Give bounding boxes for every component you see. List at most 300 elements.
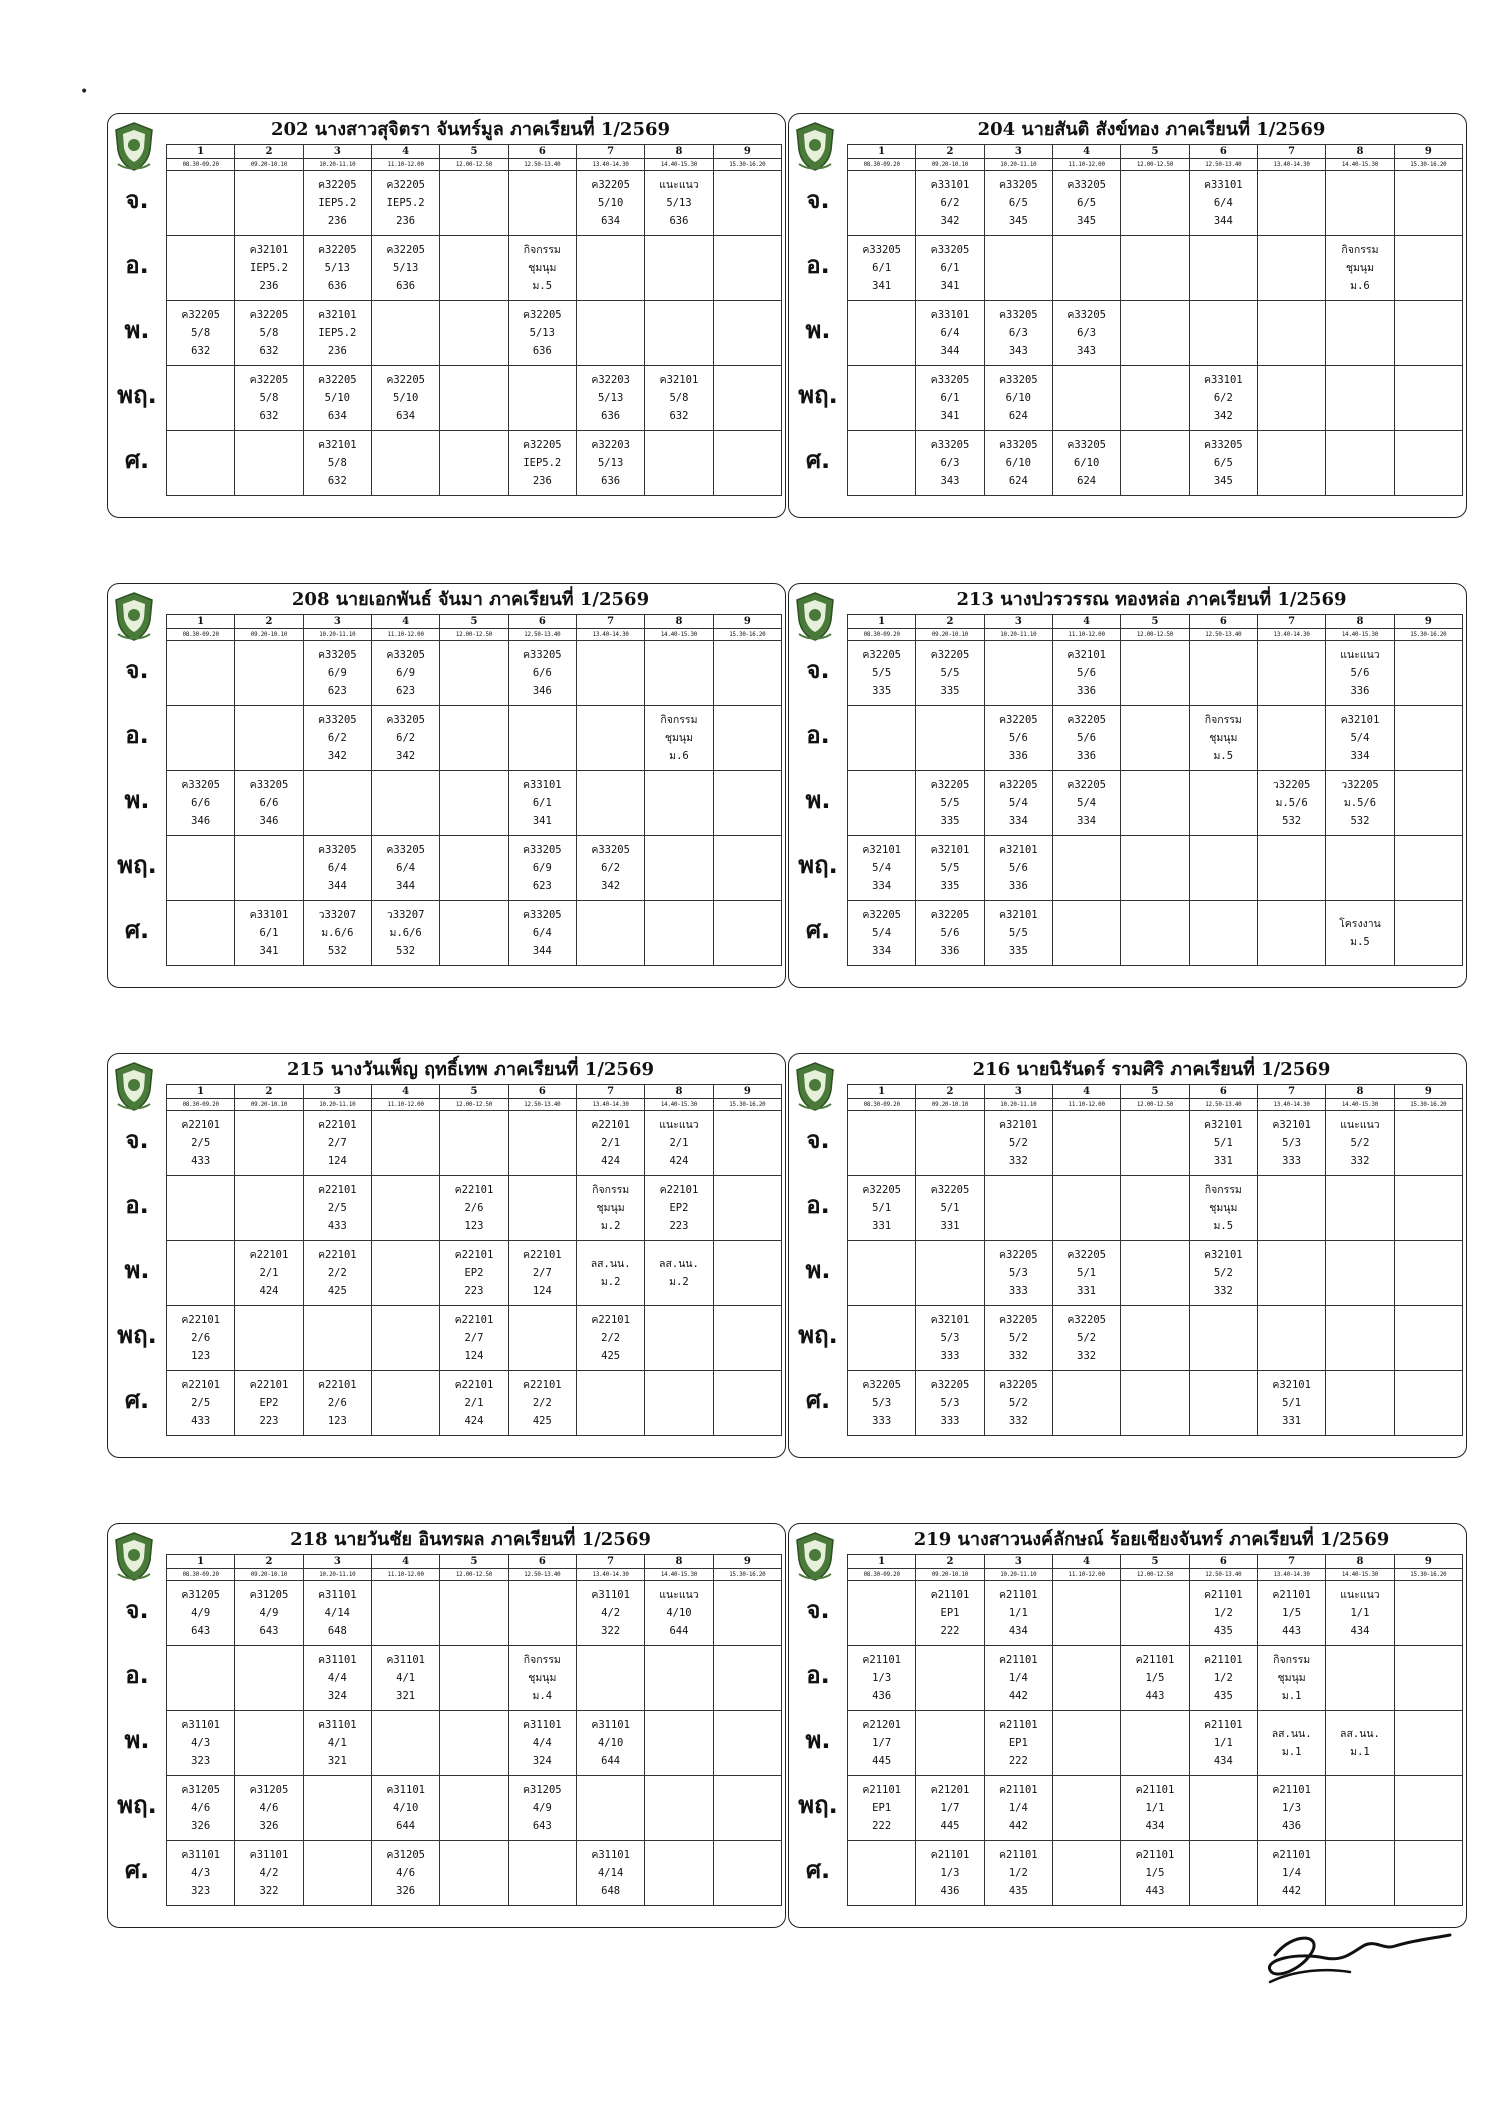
schedule-cell bbox=[371, 1776, 439, 1841]
cell-line: ค33205 bbox=[386, 714, 425, 726]
cell-line: แนะแนว bbox=[1340, 649, 1380, 661]
cell-line: 648 bbox=[327, 1625, 347, 1637]
schedule-cell bbox=[440, 706, 508, 771]
cell-line: IEP5.2 bbox=[318, 197, 357, 209]
period-time-row bbox=[848, 1099, 1463, 1111]
cell-line: ค32205 bbox=[318, 244, 357, 256]
schedule-cell bbox=[371, 431, 439, 496]
cell-line: ค32101 bbox=[318, 439, 357, 451]
schedule-cell bbox=[1394, 301, 1462, 366]
schedule-cell bbox=[645, 1841, 713, 1906]
cell-line: ค33205 bbox=[181, 779, 220, 791]
schedule-cell bbox=[167, 431, 235, 496]
day-row bbox=[848, 901, 1463, 966]
cell-line: 341 bbox=[872, 280, 892, 292]
schedule-cell bbox=[303, 301, 371, 366]
period-number: 6 bbox=[1189, 1085, 1257, 1099]
cell-line: 1/4 bbox=[1282, 1867, 1302, 1879]
schedule-cell bbox=[984, 1306, 1052, 1371]
cell-line: ค32205 bbox=[522, 309, 562, 321]
timetable-grid bbox=[166, 1084, 782, 1436]
schedule-cell bbox=[1257, 1646, 1325, 1711]
cell-line: ค21101 bbox=[1272, 1784, 1311, 1796]
schedule-cell bbox=[1121, 1371, 1189, 1436]
cell-line: ค32101 bbox=[999, 1119, 1038, 1131]
schedule-cell bbox=[1052, 1371, 1120, 1436]
schedule-cell bbox=[371, 301, 439, 366]
teacher-schedule-card bbox=[788, 1053, 1467, 1458]
timetable-grid bbox=[847, 1084, 1463, 1436]
period-time: 09.20-10.10 bbox=[235, 629, 303, 641]
cell-line: 1/5 bbox=[1145, 1672, 1165, 1684]
period-number: 5 bbox=[440, 615, 508, 629]
schedule-cell bbox=[1052, 706, 1120, 771]
period-time: 12.50-13.40 bbox=[508, 1569, 576, 1581]
schedule-cell bbox=[576, 1841, 644, 1906]
school-logo-icon bbox=[793, 120, 837, 172]
cell-line: 5/10 bbox=[597, 197, 624, 209]
day-row bbox=[167, 366, 782, 431]
period-time: 12.50-13.40 bbox=[1189, 159, 1257, 171]
schedule-cell bbox=[1189, 1776, 1257, 1841]
cell-line: ค31101 bbox=[318, 1589, 357, 1601]
schedule-cell bbox=[713, 366, 781, 431]
day-label: ศ. bbox=[805, 1386, 831, 1414]
cell-line: ค33205 bbox=[1067, 309, 1106, 321]
cell-line: 6/10 bbox=[1005, 457, 1031, 469]
schedule-cell bbox=[1326, 1581, 1394, 1646]
cell-line: ค33101 bbox=[1203, 179, 1243, 191]
cell-line: ค21101 bbox=[1135, 1654, 1175, 1666]
day-row bbox=[848, 236, 1463, 301]
schedule-cell bbox=[303, 1111, 371, 1176]
cell-line: 5/3 bbox=[940, 1397, 960, 1409]
cell-line: 331 bbox=[940, 1220, 960, 1232]
period-time: 08.30-09.20 bbox=[848, 1569, 916, 1581]
cell-line: 6/2 bbox=[940, 197, 960, 209]
period-time: 12.00-12.50 bbox=[1121, 1569, 1189, 1581]
period-time: 12.50-13.40 bbox=[1189, 1569, 1257, 1581]
schedule-cell bbox=[848, 171, 916, 236]
cell-line: ม.5 bbox=[1213, 1220, 1234, 1232]
period-time: 15.30-16.20 bbox=[713, 159, 781, 171]
cell-line: 326 bbox=[259, 1820, 279, 1832]
schedule-cell bbox=[303, 1176, 371, 1241]
schedule-cell bbox=[167, 1711, 235, 1776]
cell-line: ค33205 bbox=[999, 374, 1038, 386]
cell-line: 4/6 bbox=[396, 1867, 416, 1879]
schedule-cell bbox=[1257, 1841, 1325, 1906]
period-time: 12.00-12.50 bbox=[1121, 629, 1189, 641]
day-label: จ. bbox=[806, 186, 830, 214]
schedule-cell bbox=[1326, 366, 1394, 431]
cell-line: ค32205 bbox=[930, 1184, 970, 1196]
cell-line: 636 bbox=[327, 280, 347, 292]
cell-line: 6/4 bbox=[1213, 197, 1233, 209]
schedule-cell bbox=[1189, 1371, 1257, 1436]
period-time: 09.20-10.10 bbox=[916, 159, 984, 171]
cell-line: 532 bbox=[1282, 815, 1302, 827]
cell-line: 334 bbox=[872, 880, 892, 892]
cell-line: ม.5 bbox=[1213, 750, 1234, 762]
period-time: 13.40-14.30 bbox=[1257, 629, 1325, 641]
period-time: 11.10-12.00 bbox=[371, 1099, 439, 1111]
schedule-cell bbox=[167, 1176, 235, 1241]
cell-line: 334 bbox=[1350, 750, 1370, 762]
cell-line: 5/13 bbox=[666, 197, 692, 209]
schedule-cell bbox=[1394, 706, 1462, 771]
period-time: 14.40-15.30 bbox=[645, 159, 713, 171]
period-number-row bbox=[167, 1555, 782, 1569]
schedule-cell bbox=[713, 641, 781, 706]
cell-line: 2/1 bbox=[669, 1137, 689, 1149]
cell-line: 5/1 bbox=[872, 1202, 892, 1214]
cell-line: 222 bbox=[872, 1820, 892, 1832]
day-labels bbox=[108, 1108, 166, 1433]
school-logo-icon bbox=[112, 1530, 156, 1582]
schedule-cell bbox=[1394, 1776, 1462, 1841]
cell-line: 436 bbox=[940, 1885, 960, 1897]
cell-line: 644 bbox=[601, 1755, 621, 1767]
schedule-cell bbox=[984, 1581, 1052, 1646]
cell-line: 2/5 bbox=[191, 1137, 211, 1149]
period-time: 11.10-12.00 bbox=[371, 1569, 439, 1581]
period-time: 12.50-13.40 bbox=[508, 159, 576, 171]
cell-line: 236 bbox=[327, 345, 347, 357]
cell-line: 346 bbox=[191, 815, 211, 827]
period-time: 11.10-12.00 bbox=[1052, 159, 1120, 171]
cell-line: 623 bbox=[532, 880, 552, 892]
teacher-schedule-card bbox=[788, 1523, 1467, 1928]
cell-line: ค21101 bbox=[1135, 1849, 1175, 1861]
period-time: 14.40-15.30 bbox=[645, 629, 713, 641]
cell-line: 336 bbox=[1077, 750, 1097, 762]
day-labels bbox=[108, 638, 166, 963]
day-row bbox=[848, 706, 1463, 771]
schedule-cell bbox=[1326, 301, 1394, 366]
cell-line: 4/2 bbox=[259, 1867, 279, 1879]
cell-line: ค21101 bbox=[1272, 1849, 1311, 1861]
cell-line: 442 bbox=[1282, 1885, 1302, 1897]
schedule-cell bbox=[235, 301, 303, 366]
schedule-cell bbox=[1052, 1176, 1120, 1241]
cell-line: 322 bbox=[259, 1885, 279, 1897]
schedule-cell bbox=[1394, 1241, 1462, 1306]
day-row bbox=[167, 1371, 782, 1436]
cell-line: ม.5/6 bbox=[1343, 797, 1377, 809]
schedule-cell bbox=[508, 431, 576, 496]
schedule-cell bbox=[713, 1646, 781, 1711]
cell-line: ค33205 bbox=[522, 649, 562, 661]
cell-line: 5/5 bbox=[940, 797, 960, 809]
cell-line: 342 bbox=[601, 880, 621, 892]
period-time: 14.40-15.30 bbox=[645, 1569, 713, 1581]
cell-line: ค32101 bbox=[1272, 1379, 1311, 1391]
schedule-cell bbox=[916, 1306, 984, 1371]
schedule-cell bbox=[167, 901, 235, 966]
cell-line: 648 bbox=[601, 1885, 621, 1897]
school-logo-icon bbox=[112, 1060, 156, 1112]
cell-line: 1/7 bbox=[940, 1802, 960, 1814]
schedule-cell bbox=[645, 301, 713, 366]
period-number: 8 bbox=[645, 615, 713, 629]
day-label: ศ. bbox=[124, 1386, 150, 1414]
cell-line: 2/2 bbox=[532, 1397, 552, 1409]
cell-line: 6/10 bbox=[1005, 392, 1031, 404]
cell-line: ค22101 bbox=[591, 1314, 630, 1326]
cell-line: 445 bbox=[872, 1755, 892, 1767]
cell-line: ค33205 bbox=[930, 374, 970, 386]
day-row bbox=[848, 1776, 1463, 1841]
cell-line: ค22101 bbox=[318, 1249, 357, 1261]
period-number: 3 bbox=[303, 615, 371, 629]
day-row bbox=[848, 771, 1463, 836]
cell-line: EP2 bbox=[259, 1397, 279, 1409]
period-number: 5 bbox=[1121, 615, 1189, 629]
cell-line: 346 bbox=[532, 685, 552, 697]
cell-line: 2/1 bbox=[464, 1397, 484, 1409]
day-label: จ. bbox=[125, 186, 149, 214]
period-time: 10.20-11.10 bbox=[984, 1099, 1052, 1111]
schedule-cell bbox=[1121, 771, 1189, 836]
cell-line: 433 bbox=[191, 1415, 211, 1427]
schedule-cell bbox=[1121, 641, 1189, 706]
cell-line: ค32205 bbox=[386, 374, 425, 386]
period-time: 11.10-12.00 bbox=[1052, 629, 1120, 641]
schedule-cell bbox=[848, 1111, 916, 1176]
period-number: 1 bbox=[848, 145, 916, 159]
cell-line: 643 bbox=[259, 1625, 279, 1637]
schedule-cell bbox=[576, 771, 644, 836]
cell-line: 436 bbox=[1282, 1820, 1302, 1832]
cell-line: 6/3 bbox=[940, 457, 960, 469]
cell-line: ค32203 bbox=[591, 374, 630, 386]
cell-line: ม.2 bbox=[600, 1220, 621, 1232]
schedule-cell bbox=[235, 901, 303, 966]
cell-line: 6/1 bbox=[532, 797, 552, 809]
cell-line: ชุมนุม bbox=[596, 1202, 625, 1214]
schedule-cell bbox=[848, 1176, 916, 1241]
schedule-cell bbox=[508, 836, 576, 901]
schedule-cell bbox=[713, 1776, 781, 1841]
cell-line: 4/3 bbox=[191, 1737, 211, 1749]
schedule-cell bbox=[1052, 1711, 1120, 1776]
cell-line: 236 bbox=[532, 475, 552, 487]
cell-line: ชุมนุม bbox=[528, 262, 557, 274]
schedule-cell bbox=[167, 1841, 235, 1906]
schedule-cell bbox=[167, 641, 235, 706]
cell-line: 624 bbox=[1008, 475, 1028, 487]
schedule-cell bbox=[508, 301, 576, 366]
cell-line: 445 bbox=[940, 1820, 960, 1832]
cell-line: ลส.นน. bbox=[1340, 1728, 1380, 1740]
cell-line: 644 bbox=[669, 1625, 689, 1637]
day-row bbox=[848, 836, 1463, 901]
cell-line: 6/4 bbox=[327, 862, 347, 874]
schedule-cell bbox=[440, 1111, 508, 1176]
day-label: อ. bbox=[125, 1661, 149, 1689]
schedule-cell bbox=[576, 1371, 644, 1436]
cell-line: ค21101 bbox=[1135, 1784, 1175, 1796]
period-time: 15.30-16.20 bbox=[1394, 1099, 1462, 1111]
period-number: 7 bbox=[1257, 1555, 1325, 1569]
schedule-cell bbox=[645, 1776, 713, 1841]
schedule-cell bbox=[1394, 1111, 1462, 1176]
period-number: 3 bbox=[984, 1085, 1052, 1099]
schedule-cell bbox=[508, 1111, 576, 1176]
cell-line: 5/8 bbox=[669, 392, 689, 404]
schedule-cell bbox=[167, 1646, 235, 1711]
schedule-cell bbox=[1394, 431, 1462, 496]
cell-line: ว33207 bbox=[318, 909, 357, 921]
schedule-cell bbox=[576, 1711, 644, 1776]
cell-line: 425 bbox=[327, 1285, 347, 1297]
day-labels bbox=[789, 638, 847, 963]
period-time: 08.30-09.20 bbox=[848, 159, 916, 171]
schedule-cell bbox=[984, 171, 1052, 236]
cell-line: 5/13 bbox=[597, 457, 624, 469]
period-number: 9 bbox=[713, 1085, 781, 1099]
cell-line: กิจกรรม bbox=[660, 714, 698, 726]
teacher-schedule-card bbox=[107, 113, 786, 518]
cell-line: 623 bbox=[396, 685, 416, 697]
period-number-row bbox=[848, 1555, 1463, 1569]
cell-line: ค33205 bbox=[249, 779, 289, 791]
cell-line: ค33205 bbox=[1203, 439, 1243, 451]
period-time: 08.30-09.20 bbox=[167, 629, 235, 641]
cell-line: 335 bbox=[940, 880, 960, 892]
cell-line: ลส.นน. bbox=[659, 1258, 699, 1270]
schedule-cell bbox=[576, 1581, 644, 1646]
cell-line: ค32101 bbox=[1272, 1119, 1311, 1131]
cell-line: ม.2 bbox=[669, 1276, 689, 1288]
day-row bbox=[167, 431, 782, 496]
cell-line: 2/5 bbox=[191, 1397, 211, 1409]
period-number: 1 bbox=[167, 1555, 235, 1569]
cell-line: 4/9 bbox=[532, 1802, 552, 1814]
period-number: 1 bbox=[167, 145, 235, 159]
schedule-cell bbox=[1326, 236, 1394, 301]
cell-line: ค32205 bbox=[318, 179, 357, 191]
schedule-cell bbox=[1257, 901, 1325, 966]
period-number: 6 bbox=[1189, 145, 1257, 159]
school-logo-icon bbox=[793, 590, 837, 642]
period-number-row bbox=[167, 615, 782, 629]
cell-line: ม.1 bbox=[1350, 1746, 1370, 1758]
schedule-cell bbox=[1189, 1841, 1257, 1906]
schedule-cell bbox=[235, 431, 303, 496]
schedule-cell bbox=[984, 1776, 1052, 1841]
cell-line: 335 bbox=[940, 815, 960, 827]
schedule-cell bbox=[645, 771, 713, 836]
schedule-cell bbox=[371, 901, 439, 966]
cell-line: 6/2 bbox=[327, 732, 347, 744]
schedule-cell bbox=[1326, 431, 1394, 496]
cell-line: 336 bbox=[1077, 685, 1097, 697]
schedule-cell bbox=[1189, 706, 1257, 771]
day-label: ศ. bbox=[124, 1856, 150, 1884]
schedule-cell bbox=[440, 1241, 508, 1306]
cell-line: ค33205 bbox=[386, 844, 425, 856]
schedule-cell bbox=[235, 1176, 303, 1241]
cell-line: 343 bbox=[1077, 345, 1097, 357]
schedule-cell bbox=[916, 1371, 984, 1436]
schedule-cell bbox=[916, 1646, 984, 1711]
cell-line: 4/4 bbox=[327, 1672, 347, 1684]
cell-line: ม.5 bbox=[1350, 936, 1370, 948]
period-time: 13.40-14.30 bbox=[576, 159, 644, 171]
card-title: 213 นางปวรวรรณ ทองหล่อ ภาคเรียนที่ 1/2569 bbox=[956, 589, 1347, 610]
cell-line: 342 bbox=[1213, 410, 1233, 422]
cell-line: ค32101 bbox=[999, 844, 1038, 856]
day-row bbox=[848, 301, 1463, 366]
period-time: 10.20-11.10 bbox=[984, 159, 1052, 171]
cell-line: IEP5.2 bbox=[523, 457, 562, 469]
period-time: 13.40-14.30 bbox=[576, 629, 644, 641]
schedule-cell bbox=[916, 366, 984, 431]
cell-line: ค33205 bbox=[1067, 439, 1106, 451]
cell-line: ค21101 bbox=[1203, 1589, 1243, 1601]
schedule-cell bbox=[645, 1581, 713, 1646]
schedule-cell bbox=[645, 171, 713, 236]
cell-line: ค21101 bbox=[999, 1849, 1038, 1861]
schedule-cell bbox=[440, 1776, 508, 1841]
cell-line: 124 bbox=[327, 1155, 347, 1167]
cell-line: 1/2 bbox=[1213, 1672, 1233, 1684]
period-time: 14.40-15.30 bbox=[1326, 1569, 1394, 1581]
cell-line: 321 bbox=[327, 1755, 347, 1767]
cell-line: 332 bbox=[1008, 1350, 1028, 1362]
schedule-cell bbox=[371, 1111, 439, 1176]
schedule-cell bbox=[303, 706, 371, 771]
period-time: 09.20-10.10 bbox=[916, 1569, 984, 1581]
schedule-cell bbox=[1326, 1646, 1394, 1711]
cell-line: 324 bbox=[532, 1755, 552, 1767]
schedule-cell bbox=[1257, 431, 1325, 496]
schedule-cell bbox=[235, 641, 303, 706]
period-number: 6 bbox=[508, 615, 576, 629]
cell-line: 335 bbox=[872, 685, 892, 697]
day-row bbox=[167, 171, 782, 236]
cell-line: ค21101 bbox=[1203, 1719, 1243, 1731]
cell-line: 1/3 bbox=[940, 1867, 960, 1879]
cell-line: 6/6 bbox=[191, 797, 211, 809]
cell-line: 4/10 bbox=[597, 1737, 624, 1749]
cell-line: ค31101 bbox=[181, 1719, 220, 1731]
period-number: 6 bbox=[1189, 1555, 1257, 1569]
cell-line: ค32101 bbox=[1203, 1119, 1243, 1131]
cell-line: ค22101 bbox=[318, 1184, 357, 1196]
cell-line: 4/3 bbox=[191, 1867, 211, 1879]
schedule-cell bbox=[167, 1111, 235, 1176]
schedule-cell bbox=[916, 1176, 984, 1241]
cell-line: ค31205 bbox=[181, 1589, 220, 1601]
cell-line: 5/5 bbox=[940, 862, 960, 874]
cell-line: 336 bbox=[1350, 685, 1370, 697]
cell-line: 335 bbox=[940, 685, 960, 697]
schedule-cell bbox=[713, 236, 781, 301]
cell-line: 332 bbox=[1008, 1415, 1028, 1427]
schedule-cell bbox=[1394, 1711, 1462, 1776]
period-time: 14.40-15.30 bbox=[1326, 1099, 1394, 1111]
cell-line: ค22101 bbox=[659, 1184, 699, 1196]
period-time-row bbox=[848, 1569, 1463, 1581]
cell-line: ค32205 bbox=[999, 1249, 1038, 1261]
cell-line: 442 bbox=[1008, 1820, 1028, 1832]
schedule-cell bbox=[235, 1241, 303, 1306]
day-row bbox=[167, 901, 782, 966]
schedule-cell bbox=[1257, 1776, 1325, 1841]
